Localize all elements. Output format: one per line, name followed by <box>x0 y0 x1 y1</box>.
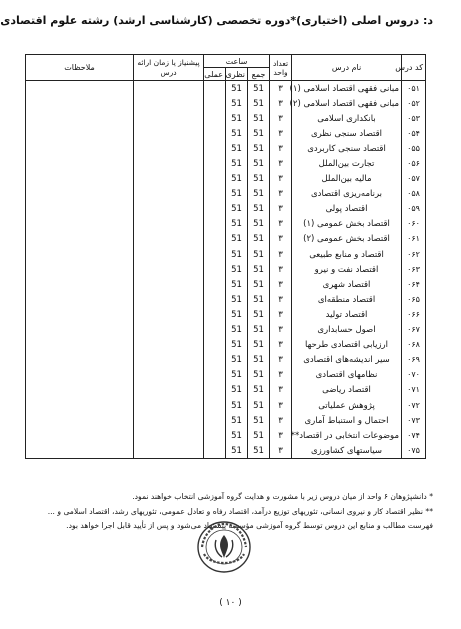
course-hours-practical <box>204 172 226 187</box>
course-hours-practical <box>204 81 226 97</box>
course-code: ۰۶۲ <box>402 247 426 262</box>
course-units: ۳ <box>270 96 292 111</box>
course-hours-theory: 51 <box>226 126 248 141</box>
course-notes <box>26 172 134 187</box>
table-row <box>26 398 426 413</box>
course-hours-total: 51 <box>248 323 270 338</box>
course-hours-theory: 51 <box>226 217 248 232</box>
course-hours-practical <box>204 156 226 171</box>
table-row <box>26 443 426 459</box>
course-name: سیر اندیشه‌های اقتصادی <box>292 353 402 368</box>
course-units: ۳ <box>270 172 292 187</box>
course-name: نظامهای اقتصادی <box>292 368 402 383</box>
course-prereq <box>134 262 204 277</box>
course-name: اقتصاد بخش عمومی (۱) <box>292 217 402 232</box>
course-units: ۳ <box>270 413 292 428</box>
course-units: ۳ <box>270 187 292 202</box>
course-prereq <box>134 111 204 126</box>
course-name: سیاستهای کشاورزی <box>292 443 402 459</box>
course-hours-total: 51 <box>248 262 270 277</box>
course-name: اقتصاد سنجی کاربردی <box>292 141 402 156</box>
course-prereq <box>134 172 204 187</box>
course-prereq <box>134 277 204 292</box>
course-hours-total: 51 <box>248 277 270 292</box>
course-prereq <box>134 338 204 353</box>
course-hours-practical <box>204 383 226 398</box>
course-hours-theory: 51 <box>226 338 248 353</box>
course-units: ۳ <box>270 232 292 247</box>
course-hours-practical <box>204 323 226 338</box>
course-code: ۰۵۸ <box>402 187 426 202</box>
course-hours-theory: 51 <box>226 262 248 277</box>
course-notes <box>26 383 134 398</box>
course-units: ۳ <box>270 383 292 398</box>
course-notes <box>26 262 134 277</box>
course-notes <box>26 338 134 353</box>
course-code: ۰۵۳ <box>402 111 426 126</box>
course-prereq <box>134 443 204 459</box>
header-code: کد درس <box>402 55 426 81</box>
course-hours-total: 51 <box>248 413 270 428</box>
course-prereq <box>134 323 204 338</box>
course-name: اقتصاد شهری <box>292 277 402 292</box>
table-row <box>26 262 426 277</box>
course-units: ۳ <box>270 141 292 156</box>
course-units: ۳ <box>270 277 292 292</box>
table-row <box>26 413 426 428</box>
header-units: تعداد واحد <box>270 55 292 81</box>
course-hours-total: 51 <box>248 141 270 156</box>
table-row <box>26 81 426 97</box>
course-units: ۳ <box>270 202 292 217</box>
table-row <box>26 277 426 292</box>
course-hours-practical <box>204 96 226 111</box>
course-units: ۳ <box>270 443 292 459</box>
table-row <box>26 247 426 262</box>
course-name: مالیه بین‌الملل <box>292 172 402 187</box>
course-prereq <box>134 232 204 247</box>
header-notes: ملاحظات <box>26 55 134 81</box>
table-row <box>26 172 426 187</box>
course-code: ۰۷۲ <box>402 398 426 413</box>
table-row <box>26 96 426 111</box>
course-hours-theory: 51 <box>226 413 248 428</box>
table-row <box>26 202 426 217</box>
course-prereq <box>134 353 204 368</box>
course-name: اقتصاد سنجی نظری <box>292 126 402 141</box>
course-code: ۰۶۶ <box>402 307 426 322</box>
course-hours-practical <box>204 443 226 459</box>
course-name: اصول حسابداری <box>292 323 402 338</box>
course-name: اقتصاد پولی <box>292 202 402 217</box>
course-hours-total: 51 <box>248 383 270 398</box>
course-hours-practical <box>204 292 226 307</box>
course-hours-theory: 51 <box>226 383 248 398</box>
course-units: ۳ <box>270 353 292 368</box>
course-units: ۳ <box>270 428 292 443</box>
course-code: ۰۶۴ <box>402 277 426 292</box>
course-notes <box>26 187 134 202</box>
course-units: ۳ <box>270 368 292 383</box>
course-code: ۰۷۰ <box>402 368 426 383</box>
course-notes <box>26 277 134 292</box>
course-hours-practical <box>204 262 226 277</box>
course-units: ۳ <box>270 323 292 338</box>
course-hours-theory: 51 <box>226 141 248 156</box>
table-row <box>26 383 426 398</box>
course-code: ۰۶۹ <box>402 353 426 368</box>
table-row <box>26 338 426 353</box>
course-units: ۳ <box>270 398 292 413</box>
course-hours-practical <box>204 187 226 202</box>
course-hours-total: 51 <box>248 247 270 262</box>
course-hours-theory: 51 <box>226 187 248 202</box>
course-hours-practical <box>204 368 226 383</box>
course-name: مبانی فقهی اقتصاد اسلامی (۲) <box>292 96 402 111</box>
course-notes <box>26 126 134 141</box>
course-hours-practical <box>204 338 226 353</box>
course-hours-practical <box>204 277 226 292</box>
header-prereq: پیشنیاز یا زمان ارائه درس <box>134 55 204 81</box>
course-code: ۰۷۱ <box>402 383 426 398</box>
course-prereq <box>134 126 204 141</box>
course-hours-theory: 51 <box>226 202 248 217</box>
table-row <box>26 428 426 443</box>
course-notes <box>26 428 134 443</box>
course-notes <box>26 353 134 368</box>
table-row <box>26 368 426 383</box>
course-prereq <box>134 413 204 428</box>
course-units: ۳ <box>270 338 292 353</box>
course-hours-theory: 51 <box>226 232 248 247</box>
course-code: ۰۷۴ <box>402 428 426 443</box>
course-prereq <box>134 96 204 111</box>
course-prereq <box>134 141 204 156</box>
page-number: ( ۱۰ ) <box>219 598 242 608</box>
course-table <box>25 54 426 459</box>
course-hours-practical <box>204 353 226 368</box>
course-hours-practical <box>204 247 226 262</box>
course-name: ارزیابی اقتصادی طرحها <box>292 338 402 353</box>
course-hours-theory: 51 <box>226 96 248 111</box>
table-row <box>26 323 426 338</box>
course-name: احتمال و استنباط آماری <box>292 413 402 428</box>
course-prereq <box>134 217 204 232</box>
table-row <box>26 111 426 126</box>
table-row <box>26 156 426 171</box>
course-notes <box>26 111 134 126</box>
course-hours-theory: 51 <box>226 398 248 413</box>
course-hours-theory: 51 <box>226 156 248 171</box>
course-hours-theory: 51 <box>226 323 248 338</box>
header-name: نام درس <box>292 55 402 81</box>
course-hours-total: 51 <box>248 338 270 353</box>
course-hours-total: 51 <box>248 292 270 307</box>
official-seal-stamp <box>196 520 252 574</box>
course-hours-total: 51 <box>248 353 270 368</box>
header-hours-total: جمع <box>248 68 270 81</box>
course-notes <box>26 141 134 156</box>
course-name: اقتصاد بخش عمومی (۲) <box>292 232 402 247</box>
course-hours-total: 51 <box>248 126 270 141</box>
course-name: اقتصاد و منابع طبیعی <box>292 247 402 262</box>
course-code: ۰۵۷ <box>402 172 426 187</box>
footnote-2: ** نظیر اقتصاد کار و نیروی انسانی، تئوریهای توزیع درآمد، اقتصاد رفاه و تعادل عمومی، تئوریهای رشد، اقتصاد اسلامی و ... فهرست مطالب و منابع این دروس توسط گروه آموزشی مؤسسه پیشنهاد می‌شود و پس از تأیید قابل اجرا خواهد بود. <box>47 507 433 530</box>
course-notes <box>26 81 134 97</box>
course-name: تجارت بین‌الملل <box>292 156 402 171</box>
table-row <box>26 126 426 141</box>
course-code: ۰۵۴ <box>402 126 426 141</box>
course-code: ۰۶۰ <box>402 217 426 232</box>
course-hours-total: 51 <box>248 398 270 413</box>
course-name: اقتصاد ریاضی <box>292 383 402 398</box>
course-hours-practical <box>204 141 226 156</box>
course-hours-theory: 51 <box>226 353 248 368</box>
course-notes <box>26 307 134 322</box>
course-units: ۳ <box>270 292 292 307</box>
course-hours-total: 51 <box>248 187 270 202</box>
course-hours-practical <box>204 307 226 322</box>
course-hours-practical <box>204 126 226 141</box>
course-code: ۰۷۳ <box>402 413 426 428</box>
course-code: ۰۷۵ <box>402 443 426 459</box>
course-hours-total: 51 <box>248 443 270 459</box>
course-notes <box>26 398 134 413</box>
course-hours-practical <box>204 232 226 247</box>
course-hours-total: 51 <box>248 96 270 111</box>
course-units: ۳ <box>270 307 292 322</box>
course-code: ۰۵۱ <box>402 81 426 97</box>
course-name: اقتصاد تولید <box>292 307 402 322</box>
table-row <box>26 217 426 232</box>
course-hours-theory: 51 <box>226 277 248 292</box>
table-row <box>26 141 426 156</box>
course-hours-theory: 51 <box>226 443 248 459</box>
course-units: ۳ <box>270 217 292 232</box>
course-prereq <box>134 368 204 383</box>
header-hours-theory: نظری <box>226 68 248 81</box>
course-hours-total: 51 <box>248 368 270 383</box>
course-code: ۰۵۶ <box>402 156 426 171</box>
course-prereq <box>134 307 204 322</box>
course-prereq <box>134 428 204 443</box>
course-hours-theory: 51 <box>226 368 248 383</box>
course-notes <box>26 232 134 247</box>
course-code: ۰۵۵ <box>402 141 426 156</box>
course-notes <box>26 292 134 307</box>
course-prereq <box>134 383 204 398</box>
course-hours-total: 51 <box>248 307 270 322</box>
course-prereq <box>134 202 204 217</box>
table-row <box>26 353 426 368</box>
course-notes <box>26 217 134 232</box>
header-hours-practical: عملی <box>204 68 226 81</box>
course-notes <box>26 156 134 171</box>
course-notes <box>26 368 134 383</box>
page-title: د: دروس اصلی (اختیاری)*دوره تخصصی (کارشناسی ارشد) رشته علوم اقتصادی <box>0 14 433 27</box>
course-hours-total: 51 <box>248 172 270 187</box>
course-name: برنامه‌ریزی اقتصادی <box>292 187 402 202</box>
course-prereq <box>134 292 204 307</box>
course-code: ۰۵۲ <box>402 96 426 111</box>
course-name: پژوهش عملیاتی <box>292 398 402 413</box>
course-code: ۰۶۷ <box>402 323 426 338</box>
course-hours-practical <box>204 428 226 443</box>
course-prereq <box>134 247 204 262</box>
course-hours-theory: 51 <box>226 307 248 322</box>
course-hours-theory: 51 <box>226 428 248 443</box>
course-prereq <box>134 398 204 413</box>
course-hours-practical <box>204 413 226 428</box>
course-name: اقتصاد نفت و نیرو <box>292 262 402 277</box>
course-notes <box>26 202 134 217</box>
course-notes <box>26 443 134 459</box>
course-hours-practical <box>204 398 226 413</box>
course-hours-practical <box>204 217 226 232</box>
table-row <box>26 307 426 322</box>
header-hours: ساعت <box>204 55 270 68</box>
course-hours-theory: 51 <box>226 111 248 126</box>
course-code: ۰۶۱ <box>402 232 426 247</box>
course-hours-theory: 51 <box>226 247 248 262</box>
course-hours-practical <box>204 202 226 217</box>
course-name: اقتصاد منطقه‌ای <box>292 292 402 307</box>
course-prereq <box>134 156 204 171</box>
course-units: ۳ <box>270 126 292 141</box>
course-hours-theory: 51 <box>226 172 248 187</box>
footnote-1: * دانشپژوهان ۶ واحد از میان دروس زیر با مشورت و هدایت گروه آموزشی انتخاب خواهند نمود. <box>132 492 433 501</box>
course-notes <box>26 96 134 111</box>
table-row <box>26 292 426 307</box>
table-row <box>26 187 426 202</box>
course-name: بانکداری اسلامی <box>292 111 402 126</box>
course-name: موضوعات انتخابی در اقتصاد** <box>292 428 402 443</box>
course-hours-theory: 51 <box>226 81 248 97</box>
table-row <box>26 232 426 247</box>
course-code: ۰۶۵ <box>402 292 426 307</box>
course-units: ۳ <box>270 262 292 277</box>
course-units: ۳ <box>270 156 292 171</box>
course-hours-total: 51 <box>248 428 270 443</box>
course-code: ۰۵۹ <box>402 202 426 217</box>
course-hours-total: 51 <box>248 111 270 126</box>
course-notes <box>26 413 134 428</box>
course-units: ۳ <box>270 81 292 97</box>
course-notes <box>26 247 134 262</box>
course-hours-total: 51 <box>248 232 270 247</box>
course-code: ۰۶۳ <box>402 262 426 277</box>
course-name: مبانی فقهی اقتصاد اسلامی (۱) <box>292 81 402 97</box>
course-hours-total: 51 <box>248 81 270 97</box>
course-prereq <box>134 187 204 202</box>
course-hours-total: 51 <box>248 156 270 171</box>
course-units: ۳ <box>270 247 292 262</box>
course-hours-practical <box>204 111 226 126</box>
course-notes <box>26 323 134 338</box>
course-hours-total: 51 <box>248 202 270 217</box>
course-prereq <box>134 81 204 97</box>
course-units: ۳ <box>270 111 292 126</box>
course-code: ۰۶۸ <box>402 338 426 353</box>
course-hours-total: 51 <box>248 217 270 232</box>
course-hours-theory: 51 <box>226 292 248 307</box>
